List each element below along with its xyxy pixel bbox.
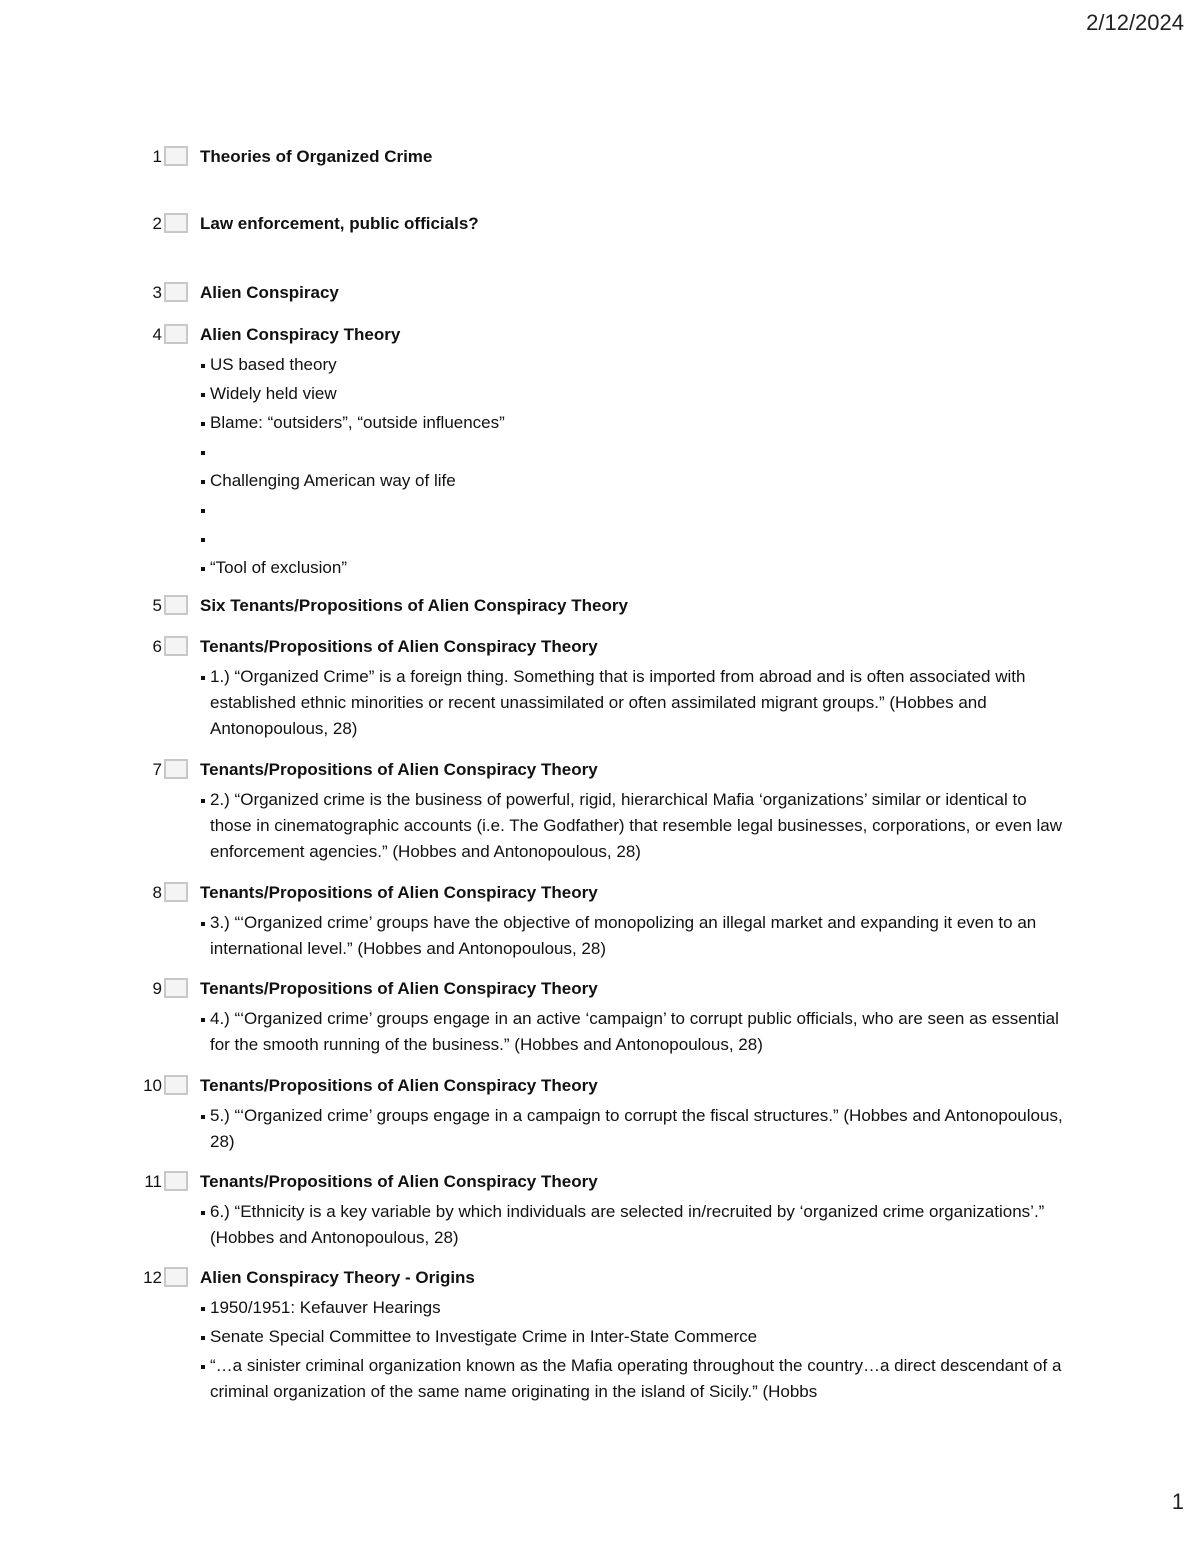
bullet-list — [200, 1199, 1070, 1254]
bullet-item: 6.) “Ethnicity is a key variable by which individuals are selected in/recruited by ‘organized crime organizations’.” (Hobbes and Antonopoulous, 28) — [200, 1199, 1070, 1251]
bullet-item — [200, 439, 1070, 465]
slide-number: 4 — [152, 325, 162, 344]
slide-number: 5 — [152, 596, 162, 615]
bullet-item: Senate Special Committee to Investigate Crime in Inter-State Commerce — [200, 1324, 1070, 1350]
slide-number: 6 — [152, 637, 162, 656]
bullet-item: US based theory — [200, 352, 1070, 378]
slide-number: 8 — [152, 883, 162, 902]
bullet-item: “…a sinister criminal organization known as the Mafia operating throughout the country…a direct descendant of a criminal organization of the same name originating in the island of Sicily.” (Hobbs — [200, 1353, 1070, 1405]
slide-title: Alien Conspiracy — [200, 283, 339, 302]
bullet-list — [200, 352, 1070, 584]
slide-number: 2 — [152, 214, 162, 233]
bullet-item: 4.) “‘Organized crime’ groups engage in an active ‘campaign’ to corrupt public officials, who are seen as essential for the smooth running of the business.” (Hobbes and Antonopoulous, 28) — [200, 1006, 1070, 1058]
bullet-item: Challenging American way of life — [200, 468, 1070, 494]
slide-thumbnail[interactable] — [164, 636, 188, 656]
slide-title: Tenants/Propositions of Alien Conspiracy Theory — [200, 637, 598, 656]
slide-thumbnail[interactable] — [164, 1075, 188, 1095]
slide-number: 1 — [152, 147, 162, 166]
bullet-item: Widely held view — [200, 381, 1070, 407]
bullet-list — [200, 910, 1070, 965]
bullet-list — [200, 1295, 1070, 1408]
bullet-item: 3.) “‘Organized crime’ groups have the objective of monopolizing an illegal market and expanding it even to an international level.” (Hobbes and Antonopoulous, 28) — [200, 910, 1070, 962]
slide-thumbnail[interactable] — [164, 1171, 188, 1191]
slide-title: Alien Conspiracy Theory — [200, 325, 401, 344]
bullet-item: Blame: “outsiders”, “outside influences” — [200, 410, 1070, 436]
bullet-list — [200, 1103, 1070, 1158]
slide-title: Tenants/Propositions of Alien Conspiracy Theory — [200, 1076, 598, 1095]
bullet-list — [200, 1006, 1070, 1061]
slide-thumbnail[interactable] — [164, 282, 188, 302]
slide-thumbnail[interactable] — [164, 324, 188, 344]
slide-title: Tenants/Propositions of Alien Conspiracy Theory — [200, 760, 598, 779]
slide-number: 9 — [152, 979, 162, 998]
bullet-list — [200, 787, 1070, 868]
slide-title: Alien Conspiracy Theory - Origins — [200, 1268, 475, 1287]
slide-title: Theories of Organized Crime — [200, 147, 433, 166]
bullet-item: 1.) “Organized Crime” is a foreign thing. Something that is imported from abroad and is often associated with established ethnic minorities or recent unassimilated or often assimilated migrant groups.” (Hobbes and Antonopoulous, 28) — [200, 664, 1070, 742]
slide-thumbnail[interactable] — [164, 213, 188, 233]
slide-title: Law enforcement, public officials? — [200, 214, 479, 233]
slide-thumbnail[interactable] — [164, 882, 188, 902]
slide-thumbnail[interactable] — [164, 759, 188, 779]
bullet-item — [200, 497, 1070, 523]
slide-title: Six Tenants/Propositions of Alien Conspiracy Theory — [200, 596, 628, 615]
slide-thumbnail[interactable] — [164, 978, 188, 998]
slide-number: 7 — [152, 760, 162, 779]
slide-thumbnail[interactable] — [164, 1267, 188, 1287]
slide-number: 11 — [144, 1172, 162, 1191]
page-date: 2/12/2024 — [1086, 10, 1184, 35]
bullet-item: 2.) “Organized crime is the business of powerful, rigid, hierarchical Mafia ‘organizations’ similar or identical to those in cinematographic accounts (i.e. The Godfather) that resemble legal businesses, corporations, or even law enforcement agencies.” (Hobbes and Antonopoulous, 28) — [200, 787, 1070, 865]
slide-title: Tenants/Propositions of Alien Conspiracy Theory — [200, 1172, 598, 1191]
slide-thumbnail[interactable] — [164, 595, 188, 615]
slide-number: 3 — [152, 283, 162, 302]
bullet-list — [200, 664, 1070, 745]
bullet-item: “Tool of exclusion” — [200, 555, 1070, 581]
slide-number: 12 — [143, 1268, 162, 1287]
slide-title: Tenants/Propositions of Alien Conspiracy Theory — [200, 979, 598, 998]
page-number: 1 — [1171, 1489, 1184, 1514]
bullet-item: 5.) “‘Organized crime’ groups engage in a campaign to corrupt the fiscal structures.” (Hobbes and Antonopoulous, 28) — [200, 1103, 1070, 1155]
slide-thumbnail[interactable] — [164, 146, 188, 166]
slide-number: 10 — [143, 1076, 162, 1095]
bullet-item — [200, 526, 1070, 552]
slide-title: Tenants/Propositions of Alien Conspiracy Theory — [200, 883, 598, 902]
bullet-item: 1950/1951: Kefauver Hearings — [200, 1295, 1070, 1321]
